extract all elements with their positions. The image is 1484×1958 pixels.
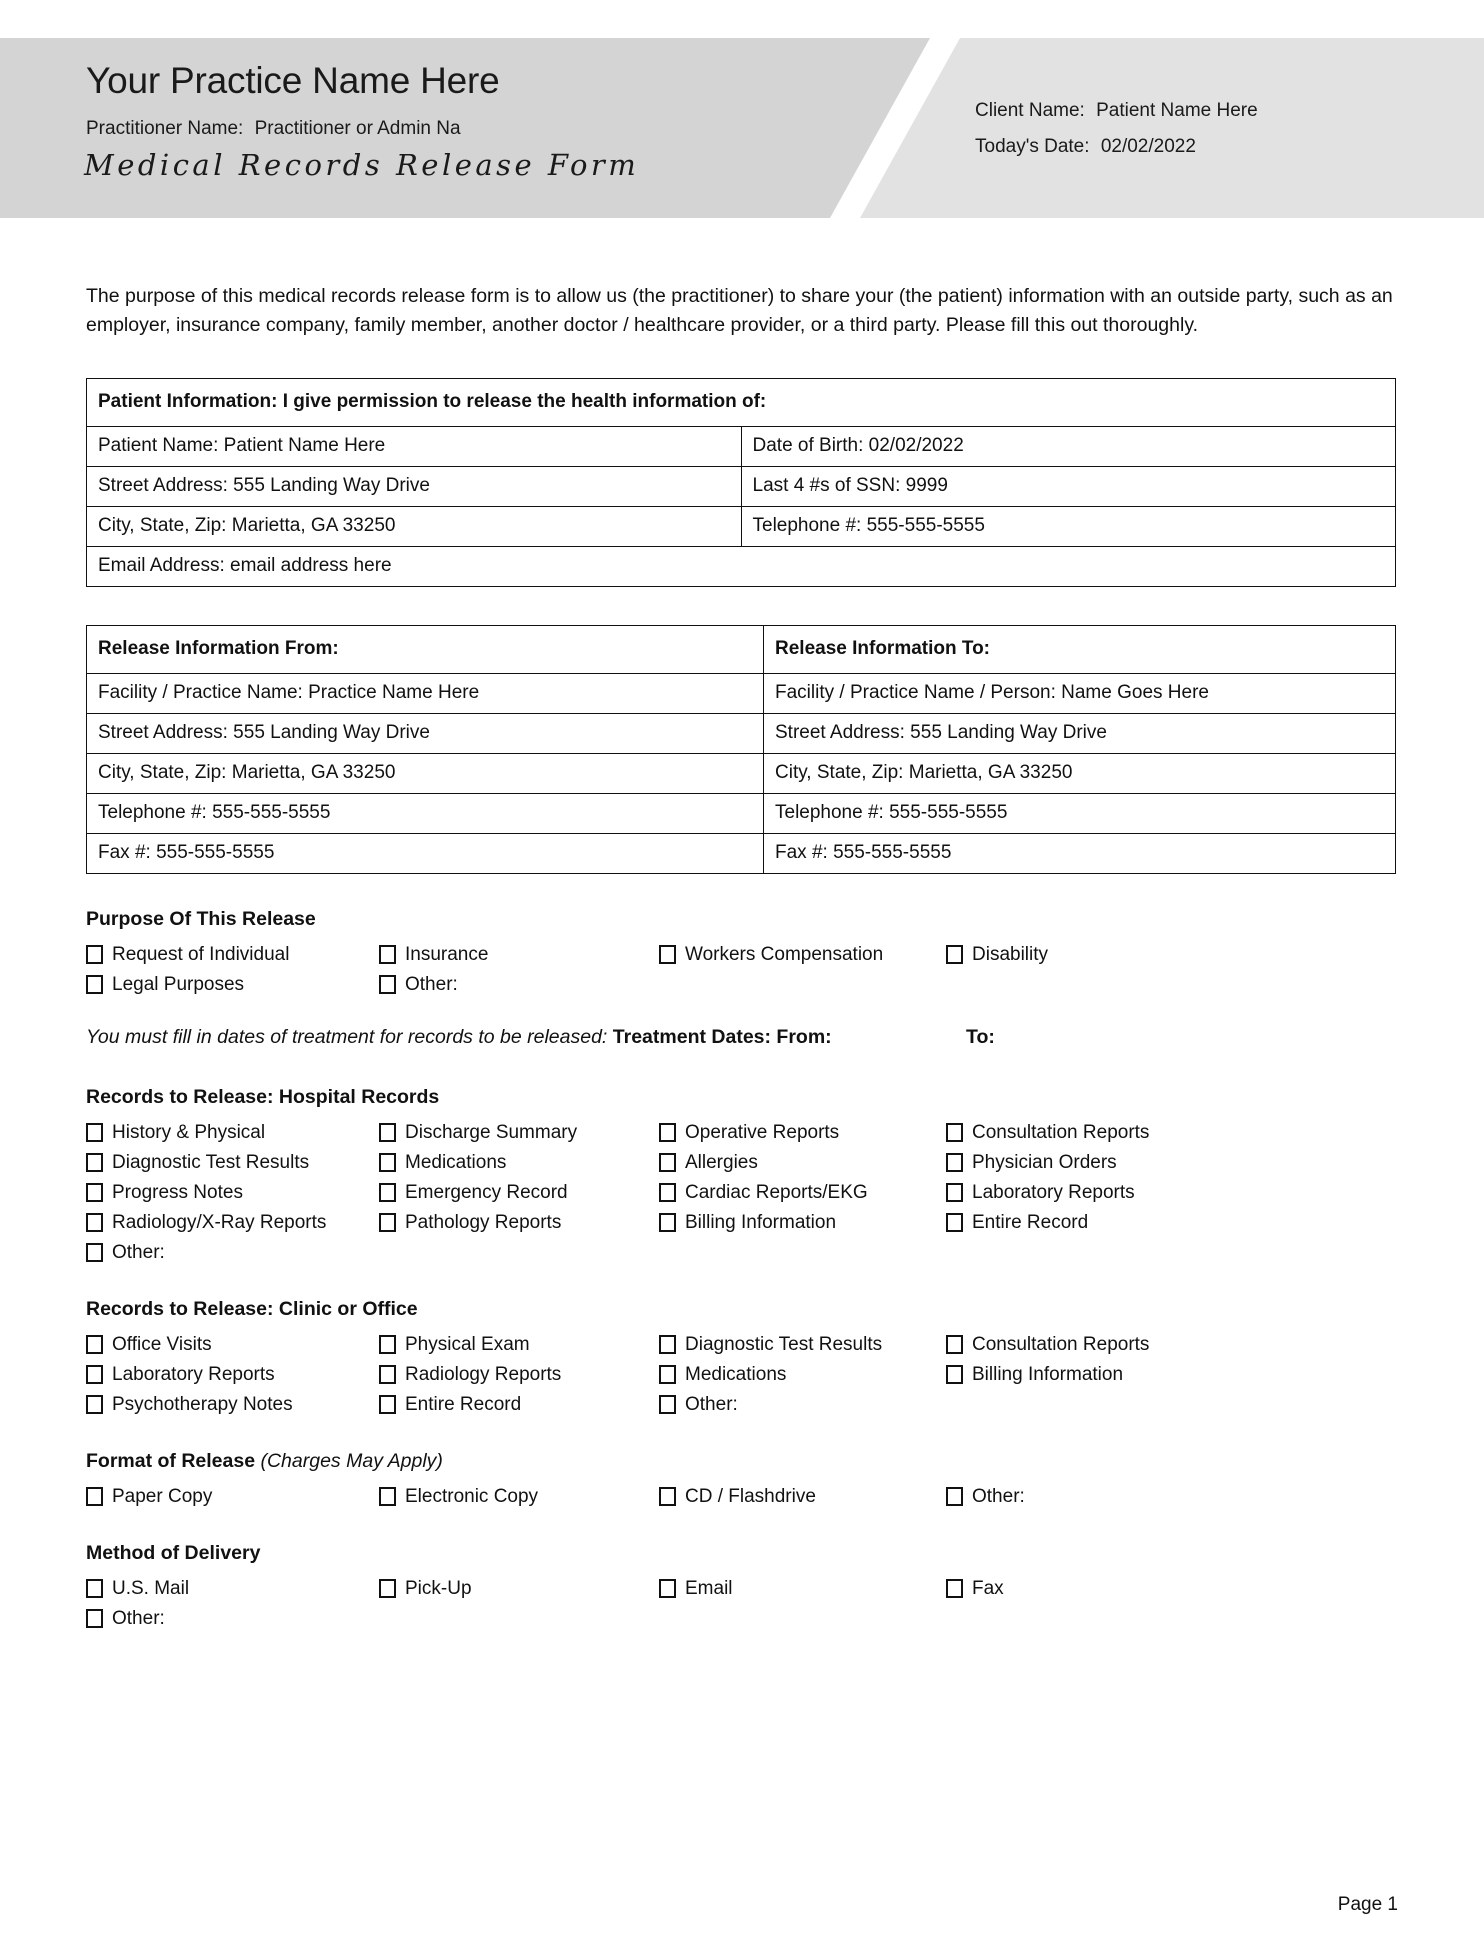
client-name-label: Client Name: <box>975 100 1085 121</box>
checkbox-label: Electronic Copy <box>405 1486 539 1507</box>
checkbox-icon[interactable] <box>659 1213 676 1232</box>
hospital-records-title: Records to Release: Hospital Records <box>86 1086 440 1108</box>
checkbox-progress-notes[interactable] <box>86 1182 379 1204</box>
patient-name-cell: Patient Name: Patient Name Here <box>87 427 742 467</box>
purpose-checkbox-grid <box>86 944 1398 996</box>
intro-paragraph: The purpose of this medical records release form is to allow us (the practitioner) to share your (the patient) information with an outside party, such as an employer, insurance company, family member, another doctor / healthcare provider, or a third party. Please fill this out thoroughly. <box>86 285 1393 336</box>
checkbox-pick-up[interactable] <box>379 1578 659 1600</box>
checkbox-label: Other: <box>685 1394 738 1415</box>
checkbox-physician-orders[interactable] <box>946 1152 1266 1174</box>
checkbox-label: Request of Individual <box>112 944 290 965</box>
checkbox-operative-reports[interactable] <box>659 1122 946 1144</box>
todays-date-label: Today's Date: <box>975 136 1090 157</box>
checkbox-legal-purposes[interactable] <box>86 974 379 996</box>
todays-date-line <box>975 136 1258 158</box>
table-row <box>87 834 1396 874</box>
checkbox-label: Insurance <box>405 944 489 965</box>
checkbox-icon[interactable] <box>86 1213 103 1232</box>
checkbox-icon[interactable] <box>379 1183 396 1202</box>
checkbox-icon[interactable] <box>659 1123 676 1142</box>
hospital-records-checkbox-grid <box>86 1122 1398 1264</box>
email-address-cell: Email Address: email address here <box>87 547 1396 587</box>
checkbox-label: Billing Information <box>972 1364 1124 1385</box>
checkbox-icon[interactable] <box>86 945 103 964</box>
checkbox-label: Medications <box>405 1152 507 1173</box>
release-to-city-cell: City, State, Zip: Marietta, GA 33250 <box>764 754 1396 794</box>
checkbox-icon[interactable] <box>379 1579 396 1598</box>
checkbox-label: Cardiac Reports/EKG <box>685 1182 868 1203</box>
table-row <box>87 379 1396 427</box>
table-row <box>87 467 1396 507</box>
hospital-records-section <box>86 1086 1398 1264</box>
checkbox-label: History & Physical <box>112 1122 266 1143</box>
patient-information-table <box>86 378 1396 587</box>
checkbox-icon[interactable] <box>946 1579 963 1598</box>
checkbox-label: Diagnostic Test Results <box>685 1334 883 1355</box>
checkbox-icon[interactable] <box>379 1213 396 1232</box>
checkbox-insurance[interactable] <box>379 944 659 966</box>
checkbox-clinic-other[interactable] <box>659 1394 946 1416</box>
checkbox-icon[interactable] <box>659 1395 676 1414</box>
checkbox-label: Psychotherapy Notes <box>112 1394 293 1415</box>
checkbox-icon[interactable] <box>379 975 396 994</box>
checkbox-icon[interactable] <box>659 1153 676 1172</box>
checkbox-icon[interactable] <box>946 1335 963 1354</box>
checkbox-label: Operative Reports <box>685 1122 840 1143</box>
release-to-telephone-cell: Telephone #: 555-555-5555 <box>764 794 1396 834</box>
checkbox-fax[interactable] <box>946 1578 1266 1600</box>
checkbox-label: Other: <box>112 1608 165 1629</box>
checkbox-icon[interactable] <box>86 1487 103 1506</box>
checkbox-icon[interactable] <box>379 1153 396 1172</box>
checkbox-disability[interactable] <box>946 944 1266 966</box>
checkbox-electronic-copy[interactable] <box>379 1486 659 1508</box>
form-title: Medical Records Release Form <box>84 148 640 182</box>
checkbox-physical-exam[interactable] <box>379 1334 659 1356</box>
checkbox-label: Billing Information <box>685 1212 837 1233</box>
checkbox-icon[interactable] <box>379 1365 396 1384</box>
table-row <box>87 427 1396 467</box>
checkbox-icon[interactable] <box>379 1487 396 1506</box>
checkbox-icon[interactable] <box>946 1153 963 1172</box>
city-state-zip-cell: City, State, Zip: Marietta, GA 33250 <box>87 507 742 547</box>
checkbox-purpose-other[interactable] <box>379 974 659 996</box>
treatment-dates-from-label: Treatment Dates: From: <box>612 1026 832 1048</box>
checkbox-label: Consultation Reports <box>972 1122 1150 1143</box>
checkbox-label: Email <box>685 1578 733 1599</box>
page-header <box>0 38 1484 218</box>
checkbox-psychotherapy-notes[interactable] <box>86 1394 379 1416</box>
checkbox-label: Laboratory Reports <box>972 1182 1135 1203</box>
todays-date-value: 02/02/2022 <box>1100 136 1196 157</box>
method-of-delivery-checkbox-grid <box>86 1578 1398 1630</box>
checkbox-label: Legal Purposes <box>112 974 245 995</box>
checkbox-paper-copy[interactable] <box>86 1486 379 1508</box>
clinic-records-section <box>86 1298 1398 1416</box>
checkbox-emergency-record[interactable] <box>379 1182 659 1204</box>
checkbox-icon[interactable] <box>86 975 103 994</box>
checkbox-office-visits[interactable] <box>86 1334 379 1356</box>
checkbox-billing-information[interactable] <box>659 1212 946 1234</box>
table-row <box>87 674 1396 714</box>
table-row <box>87 626 1396 674</box>
checkbox-label: Disability <box>972 944 1049 965</box>
purpose-of-release-section <box>86 908 1398 996</box>
checkbox-format-other[interactable] <box>946 1486 1266 1508</box>
checkbox-label: Progress Notes <box>112 1182 243 1203</box>
checkbox-us-mail[interactable] <box>86 1578 379 1600</box>
checkbox-clinic-radiology-reports[interactable] <box>379 1364 659 1386</box>
checkbox-icon[interactable] <box>379 1335 396 1354</box>
table-row <box>87 507 1396 547</box>
release-to-fax-cell: Fax #: 555-555-5555 <box>764 834 1396 874</box>
checkbox-icon[interactable] <box>659 1579 676 1598</box>
checkbox-icon[interactable] <box>659 1183 676 1202</box>
checkbox-label: Consultation Reports <box>972 1334 1150 1355</box>
format-of-release-section <box>86 1450 1398 1508</box>
checkbox-icon[interactable] <box>86 1243 103 1262</box>
telephone-cell: Telephone #: 555-555-5555 <box>741 507 1396 547</box>
checkbox-cd-flashdrive[interactable] <box>659 1486 946 1508</box>
ssn-last4-cell: Last 4 #s of SSN: 9999 <box>741 467 1396 507</box>
date-of-birth-cell: Date of Birth: 02/02/2022 <box>741 427 1396 467</box>
checkbox-icon[interactable] <box>946 1213 963 1232</box>
checkbox-label: Pick-Up <box>405 1578 472 1599</box>
checkbox-consultation-reports[interactable] <box>946 1122 1266 1144</box>
checkbox-cardiac-reports-ekg[interactable] <box>659 1182 946 1204</box>
checkbox-icon[interactable] <box>946 1365 963 1384</box>
page-footer: Page 1 <box>1337 1894 1398 1915</box>
checkbox-icon[interactable] <box>659 1365 676 1384</box>
checkbox-label: Other: <box>972 1486 1025 1507</box>
checkbox-label: Laboratory Reports <box>112 1364 275 1385</box>
practitioner-value: Practitioner or Admin Na <box>254 118 461 139</box>
table-row <box>87 714 1396 754</box>
checkbox-label: Office Visits <box>112 1334 212 1355</box>
checkbox-label: Entire Record <box>405 1394 522 1415</box>
checkbox-icon[interactable] <box>946 1183 963 1202</box>
checkbox-label: Workers Compensation <box>685 944 884 965</box>
checkbox-hospital-other[interactable] <box>86 1242 379 1264</box>
format-of-release-title-sub: (Charges May Apply) <box>260 1450 443 1472</box>
method-of-delivery-section <box>86 1542 1398 1630</box>
format-of-release-checkbox-grid <box>86 1486 1398 1508</box>
patient-information-heading: Patient Information: I give permission to release the health information of: <box>87 379 1396 427</box>
checkbox-delivery-other[interactable] <box>86 1608 379 1630</box>
practitioner-label: Practitioner Name: <box>86 118 244 139</box>
checkbox-clinic-billing-information[interactable] <box>946 1364 1266 1386</box>
checkbox-icon[interactable] <box>86 1579 103 1598</box>
checkbox-icon[interactable] <box>379 945 396 964</box>
checkbox-clinic-medications[interactable] <box>659 1364 946 1386</box>
checkbox-label: Physician Orders <box>972 1152 1117 1173</box>
checkbox-icon[interactable] <box>86 1609 103 1628</box>
checkbox-icon[interactable] <box>86 1183 103 1202</box>
checkbox-label: Medications <box>685 1364 787 1385</box>
checkbox-label: Discharge Summary <box>405 1122 578 1143</box>
release-from-facility-cell: Facility / Practice Name: Practice Name Here <box>87 674 764 714</box>
checkbox-allergies[interactable] <box>659 1152 946 1174</box>
checkbox-label: Pathology Reports <box>405 1212 562 1233</box>
checkbox-history-physical[interactable] <box>86 1122 379 1144</box>
checkbox-request-of-individual[interactable] <box>86 944 379 966</box>
checkbox-label: Fax <box>972 1578 1004 1599</box>
checkbox-label: Other: <box>112 1242 165 1263</box>
street-address-cell: Street Address: 555 Landing Way Drive <box>87 467 742 507</box>
checkbox-label: Emergency Record <box>405 1182 568 1203</box>
checkbox-icon[interactable] <box>86 1335 103 1354</box>
release-to-facility-cell: Facility / Practice Name / Person: Name Goes Here <box>764 674 1396 714</box>
checkbox-icon[interactable] <box>86 1153 103 1172</box>
client-name-value: Patient Name Here <box>1096 100 1258 121</box>
header-client-block <box>975 100 1258 172</box>
checkbox-icon[interactable] <box>379 1123 396 1142</box>
release-to-street-cell: Street Address: 555 Landing Way Drive <box>764 714 1396 754</box>
checkbox-diagnostic-test-results[interactable] <box>86 1152 379 1174</box>
checkbox-medications[interactable] <box>379 1152 659 1174</box>
checkbox-label: Entire Record <box>972 1212 1089 1233</box>
release-to-heading: Release Information To: <box>764 626 1396 674</box>
checkbox-pathology-reports[interactable] <box>379 1212 659 1234</box>
clinic-records-title: Records to Release: Clinic or Office <box>86 1298 418 1320</box>
client-name-line <box>975 100 1258 122</box>
checkbox-icon[interactable] <box>86 1395 103 1414</box>
practice-name: Your Practice Name Here <box>86 60 500 101</box>
purpose-of-release-title: Purpose Of This Release <box>86 908 316 930</box>
checkbox-icon[interactable] <box>946 945 963 964</box>
table-row <box>87 547 1396 587</box>
checkbox-discharge-summary[interactable] <box>379 1122 659 1144</box>
release-from-telephone-cell: Telephone #: 555-555-5555 <box>87 794 764 834</box>
checkbox-icon[interactable] <box>946 1123 963 1142</box>
release-information-table <box>86 625 1396 874</box>
treatment-dates-instruction: You must fill in dates of treatment for records to be released: <box>86 1026 608 1048</box>
release-from-street-cell: Street Address: 555 Landing Way Drive <box>87 714 764 754</box>
checkbox-label: Physical Exam <box>405 1334 530 1355</box>
method-of-delivery-title: Method of Delivery <box>86 1542 261 1564</box>
checkbox-icon[interactable] <box>379 1395 396 1414</box>
checkbox-workers-compensation[interactable] <box>659 944 946 966</box>
checkbox-icon[interactable] <box>659 945 676 964</box>
checkbox-icon[interactable] <box>659 1487 676 1506</box>
checkbox-laboratory-reports[interactable] <box>946 1182 1266 1204</box>
practitioner-line <box>86 118 461 140</box>
checkbox-label: Radiology/X-Ray Reports <box>112 1212 327 1233</box>
treatment-dates-line <box>86 1026 1398 1052</box>
checkbox-clinic-consultation-reports[interactable] <box>946 1334 1266 1356</box>
checkbox-label: CD / Flashdrive <box>685 1486 816 1507</box>
table-row <box>87 794 1396 834</box>
checkbox-icon[interactable] <box>946 1487 963 1506</box>
checkbox-icon[interactable] <box>86 1365 103 1384</box>
checkbox-clinic-entire-record[interactable] <box>379 1394 659 1416</box>
clinic-records-checkbox-grid <box>86 1334 1398 1416</box>
checkbox-entire-record[interactable] <box>946 1212 1266 1234</box>
checkbox-label: Paper Copy <box>112 1486 213 1507</box>
checkbox-email[interactable] <box>659 1578 946 1600</box>
release-from-fax-cell: Fax #: 555-555-5555 <box>87 834 764 874</box>
checkbox-label: Radiology Reports <box>405 1364 562 1385</box>
checkbox-clinic-laboratory-reports[interactable] <box>86 1364 379 1386</box>
checkbox-label: Other: <box>405 974 458 995</box>
checkbox-label: U.S. Mail <box>112 1578 190 1599</box>
checkbox-label: Allergies <box>685 1152 758 1173</box>
checkbox-radiology-xray-reports[interactable] <box>86 1212 379 1234</box>
table-row <box>87 754 1396 794</box>
treatment-dates-to-label: To: <box>966 1026 995 1048</box>
checkbox-icon[interactable] <box>659 1335 676 1354</box>
release-from-city-cell: City, State, Zip: Marietta, GA 33250 <box>87 754 764 794</box>
release-from-heading: Release Information From: <box>87 626 764 674</box>
checkbox-clinic-diagnostic-test-results[interactable] <box>659 1334 946 1356</box>
format-of-release-title <box>86 1450 1398 1473</box>
checkbox-icon[interactable] <box>86 1123 103 1142</box>
checkbox-label: Diagnostic Test Results <box>112 1152 310 1173</box>
format-of-release-title-main: Format of Release <box>86 1450 256 1472</box>
